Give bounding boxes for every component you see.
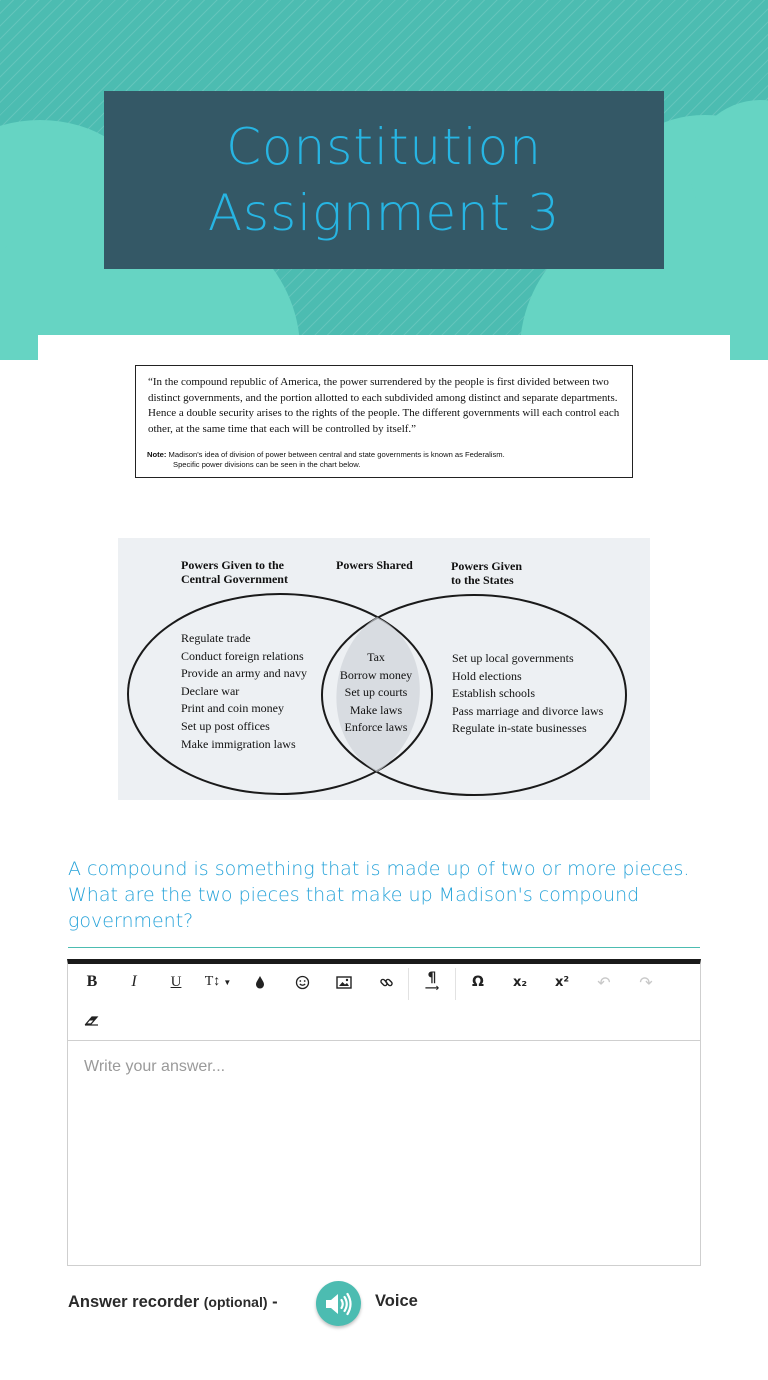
list-item: Establish schools [452,686,535,701]
arrow-right-icon: ⟶ [424,983,440,994]
toolbar-separator [408,968,409,1000]
insert-link-button[interactable] [365,964,407,1000]
answer-input[interactable] [68,1041,700,1260]
list-item: Declare war [181,683,240,698]
shared-heading: Powers Shared [336,558,413,572]
list-item: Borrow money [339,667,413,682]
note-label: Note: [147,450,167,459]
bold-label: B [86,973,98,990]
question-prompt: A compound is something that is made up of two or more pieces. What are the two pieces that make up Madison's compound government? [68,858,690,932]
list-item: Hold elections [452,668,522,683]
list-item: Set up courts [344,685,408,700]
header-banner [0,0,768,360]
link-icon [379,975,394,990]
quote-note [147,450,623,470]
question-divider [68,947,700,948]
undo-icon: ↶ [597,972,611,992]
title-line-1: Constitution [226,118,542,176]
superscript-button[interactable] [541,964,583,1000]
list-item: Provide an army and navy [181,666,307,681]
superscript-label: x² [554,974,570,990]
states-powers-list [452,650,603,738]
font-size-dropdown[interactable] [197,964,239,1000]
states-heading [451,559,522,587]
insert-image-button[interactable] [323,964,365,1000]
recorder-label-text: Answer recorder [68,1293,200,1311]
list-item: Set up local governments [452,651,574,665]
list-item: Regulate trade [181,631,251,645]
undo-button[interactable] [583,964,625,1000]
italic-button[interactable] [113,964,155,1000]
central-heading-2: Central Government [181,572,288,586]
list-item: Regulate in-state businesses [452,721,587,736]
bold-button[interactable] [71,964,113,1000]
madison-quote-image [135,365,633,478]
caret-down-icon: ▼ [223,977,232,987]
list-item: Tax [367,650,385,664]
list-item: Set up post offices [181,718,270,733]
subscript-label: x₂ [512,974,528,990]
list-item: Make immigration laws [181,736,296,751]
list-item: Pass marriage and divorce laws [452,703,604,718]
list-item: Conduct foreign relations [181,648,304,663]
recorder-optional-text: (optional) [203,1294,268,1310]
answer-editor [67,959,701,1266]
central-heading-1: Powers Given to the [181,558,284,572]
page-title [124,114,644,246]
font-size-label: T↕ [204,974,221,989]
recorder-dash: - [272,1293,278,1311]
quote-text: “In the compound republic of America, the power surrendered by the people is first divided between two distinct governments, and the portion allotted to each subdivided among distinct and separate departments. Hence a double security arises to the rights of the people. The different governments will each control each other, at the same time that each will be controlled by itself.” [148,376,620,435]
editor-toolbar [68,964,700,1041]
assignment-card [38,335,730,1380]
federalism-venn-diagram [118,538,650,800]
paragraph-label: ¶ [427,970,437,986]
emoji-button[interactable] [281,964,323,1000]
states-heading-1: Powers Given [451,559,522,573]
list-item: Print and coin money [181,701,284,716]
clear-formatting-button[interactable] [71,1002,113,1038]
speaker-icon [324,1291,354,1317]
central-heading [181,558,288,586]
shared-powers-list [326,649,426,737]
list-item: Enforce laws [344,720,408,735]
redo-button[interactable] [625,964,667,1000]
paragraph-direction-button[interactable] [411,964,453,1000]
central-powers-list [181,630,307,753]
answer-recorder [68,1281,708,1325]
special-character-button[interactable] [457,964,499,1000]
title-box [104,91,664,269]
omega-label: Ω [472,974,484,990]
smiley-icon [295,975,310,990]
eraser-icon [84,1014,100,1026]
underline-button[interactable] [155,964,197,1000]
droplet-icon [253,975,267,989]
list-item: Make laws [349,702,403,717]
voice-record-button[interactable] [316,1281,361,1326]
note-text: Madison's idea of division of power between central and state governments is known as Federalism. [168,450,505,459]
redo-icon: ↷ [639,972,653,992]
subscript-button[interactable] [499,964,541,1000]
title-line-2: Assignment 3 [207,184,561,242]
image-icon [336,976,352,989]
underline-label: U [170,973,182,990]
recorder-label [68,1293,278,1312]
voice-label: Voice [375,1292,418,1310]
text-color-button[interactable] [239,964,281,1000]
italic-label: I [131,973,137,990]
note-text-2: Specific power divisions can be seen in the chart below. [173,460,361,469]
states-heading-2: to the States [451,573,514,587]
toolbar-separator [455,968,456,1000]
